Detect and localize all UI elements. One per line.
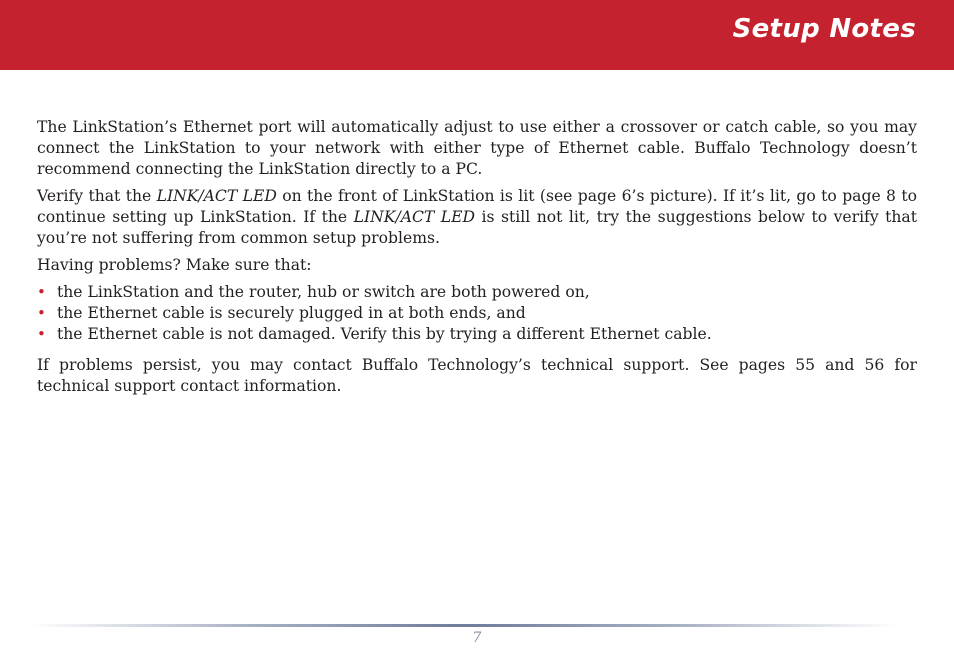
- checklist: [37, 282, 917, 345]
- bullet-icon: •: [37, 283, 46, 301]
- page-title: Setup Notes: [732, 14, 916, 44]
- list-item-text: the Ethernet cable is securely plugged in at both ends, and: [57, 304, 526, 322]
- paragraph-support: If problems persist, you may contact Buffalo Technology’s technical support. See pages 55 and 56 for technical support contact information.: [37, 356, 917, 395]
- bullet-icon: •: [37, 325, 46, 343]
- list-item-text: the Ethernet cable is not damaged. Verify this by trying a different Ethernet cable.: [57, 325, 712, 343]
- bullet-icon: •: [37, 304, 46, 322]
- led-name: LINK/ACT LED: [156, 187, 277, 205]
- main-content: [37, 117, 917, 403]
- header-bar: [0, 0, 954, 70]
- list-item: [37, 324, 917, 345]
- page-number: 7: [472, 630, 482, 646]
- led-name: LINK/ACT LED: [353, 208, 476, 226]
- list-item: [37, 282, 917, 303]
- paragraph-having-problems: Having problems? Make sure that:: [37, 256, 312, 274]
- text-segment: on the front of LinkStation is lit (see page 6’s picture). If it’s lit, go to page 8 to continue setting up LinkStation. If the: [37, 187, 917, 226]
- paragraph-port-info: The LinkStation’s Ethernet port will automatically adjust to use either a crossover or catch cable, so you may connect the LinkStation to your network with either type of Ethernet cable. Buffalo Technology doesn’t recommend connecting the LinkStation directly to a PC.: [37, 118, 917, 178]
- text-segment: is still not lit, try the suggestions below to verify that you’re not suffering from common setup problems.: [37, 208, 917, 247]
- paragraph-verify-led: [37, 186, 917, 249]
- text-segment: Verify that the: [37, 187, 157, 205]
- list-item: [37, 303, 917, 324]
- footer-divider: [30, 624, 898, 627]
- list-item-text: the LinkStation and the router, hub or switch are both powered on,: [57, 283, 590, 301]
